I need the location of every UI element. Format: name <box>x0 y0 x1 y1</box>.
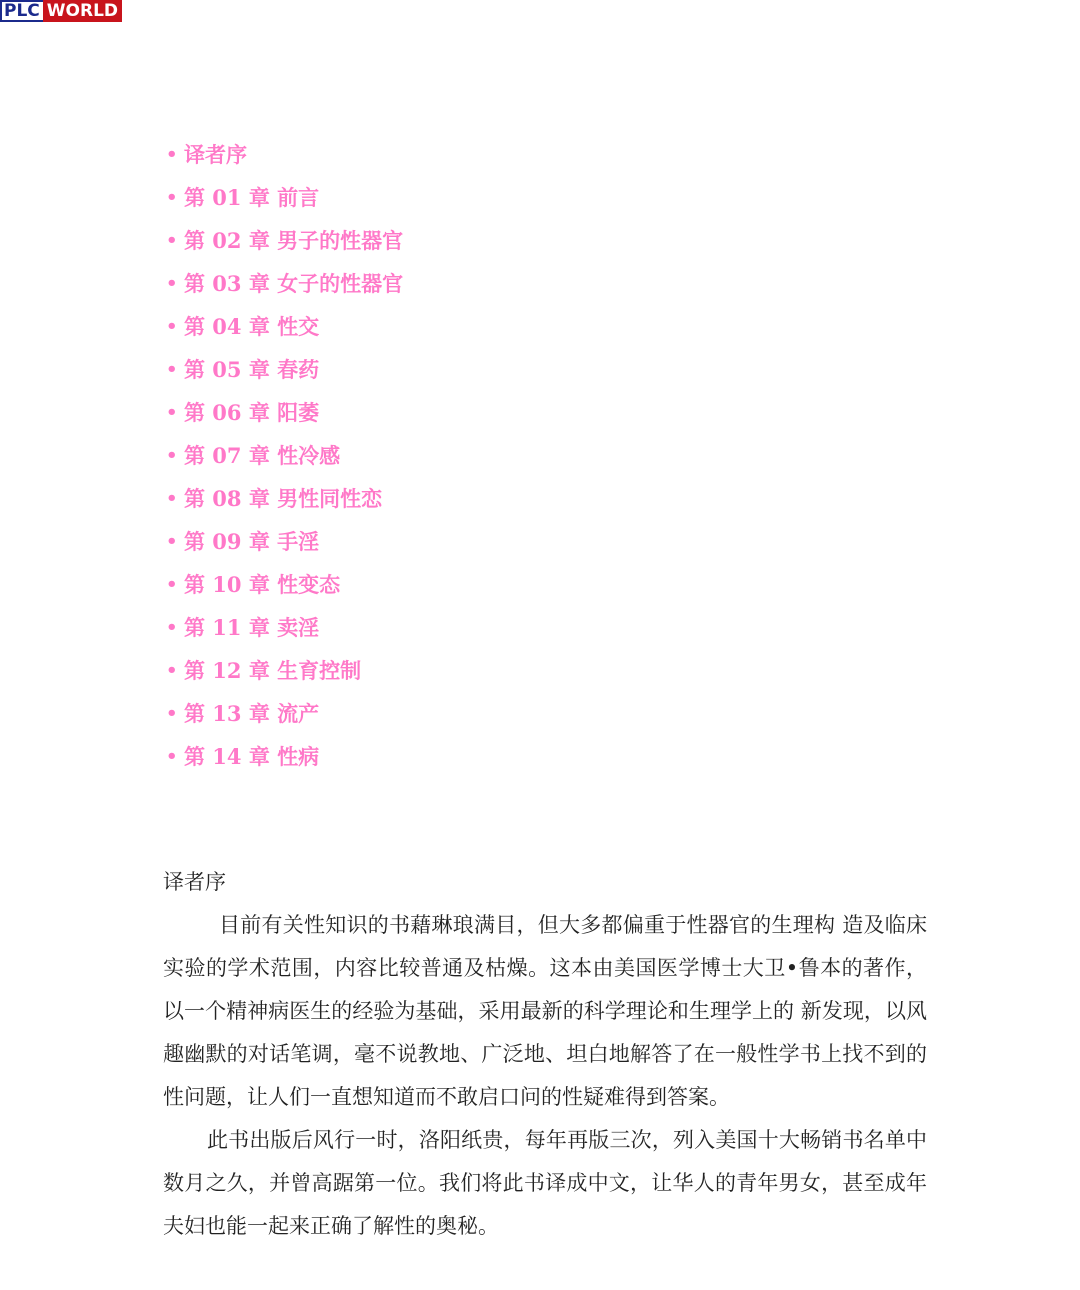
bullet-icon: • <box>166 229 178 251</box>
toc-link-chapter-08[interactable]: 第 08 章 男性同性恋 <box>184 485 383 511</box>
toc-link-chapter-11[interactable]: 第 11 章 卖淫 <box>184 614 320 640</box>
bullet-icon: • <box>166 745 178 767</box>
preface-paragraph: 此书出版后风行一时，洛阳纸贵，每年再版三次，列入美国十大畅销书名单中数月之久，并曾高踞第一位。我们将此书译成中文，让华人的青年男女，甚至成年夫妇也能一起来正确了解性的奥秘。 <box>163 1128 927 1238</box>
preface-title: 译者序 <box>163 870 226 894</box>
toc-link-preface[interactable]: 译者序 <box>184 141 247 167</box>
toc-item-chapter-11 <box>166 606 403 649</box>
toc-item-chapter-05 <box>166 348 403 391</box>
preface-paragraph: 目前有关性知识的书藉琳琅满目，但大多都偏重于性器官的生理构 造及临床实验的学术范围，内容比较普通及枯燥。这本由美国医学博士大卫•鲁本的著作，以一个精神病医生的经验为基础，采用最新的科学理论和生理学上的 新发现，以风趣幽默的对话笔调，毫不说教地、广泛地、坦白地解答了在一般性学书上找不到的性问题，让人们一直想知道而不敢启口问的性疑难得到答案。 <box>163 913 927 1109</box>
bullet-icon: • <box>166 487 178 509</box>
toc-item-chapter-04 <box>166 305 403 348</box>
toc-item-chapter-08 <box>166 477 403 520</box>
bullet-icon: • <box>166 143 178 165</box>
logo-world-text: WORLD <box>43 0 122 22</box>
toc-link-chapter-07[interactable]: 第 07 章 性冷感 <box>184 442 341 468</box>
bullet-icon: • <box>166 186 178 208</box>
toc-link-chapter-04[interactable]: 第 04 章 性交 <box>184 313 320 339</box>
bullet-icon: • <box>166 702 178 724</box>
bullet-icon: • <box>166 573 178 595</box>
bullet-icon: • <box>166 444 178 466</box>
bullet-icon: • <box>166 616 178 638</box>
toc-link-chapter-14[interactable]: 第 14 章 性病 <box>184 743 320 769</box>
toc-item-chapter-13 <box>166 692 403 735</box>
toc-link-chapter-03[interactable]: 第 03 章 女子的性器官 <box>184 270 404 296</box>
bullet-icon: • <box>166 659 178 681</box>
table-of-contents <box>166 133 403 778</box>
toc-link-chapter-09[interactable]: 第 09 章 手淫 <box>184 528 320 554</box>
toc-item-chapter-07 <box>166 434 403 477</box>
bullet-icon: • <box>166 530 178 552</box>
toc-item-chapter-12 <box>166 649 403 692</box>
logo-plc-text: PLC <box>0 0 43 22</box>
toc-link-chapter-06[interactable]: 第 06 章 阳萎 <box>184 399 320 425</box>
bullet-icon: • <box>166 358 178 380</box>
plc-world-logo <box>0 0 122 22</box>
bullet-icon: • <box>166 401 178 423</box>
toc-link-chapter-05[interactable]: 第 05 章 春药 <box>184 356 320 382</box>
toc-item-chapter-01 <box>166 176 403 219</box>
bullet-icon: • <box>166 315 178 337</box>
toc-item-chapter-06 <box>166 391 403 434</box>
toc-item-chapter-09 <box>166 520 403 563</box>
toc-link-chapter-13[interactable]: 第 13 章 流产 <box>184 700 320 726</box>
toc-item-chapter-10 <box>166 563 403 606</box>
toc-link-chapter-10[interactable]: 第 10 章 性变态 <box>184 571 341 597</box>
toc-link-chapter-12[interactable]: 第 12 章 生育控制 <box>184 657 362 683</box>
toc-item-chapter-03 <box>166 262 403 305</box>
bullet-icon: • <box>166 272 178 294</box>
toc-item-chapter-14 <box>166 735 403 778</box>
toc-link-chapter-01[interactable]: 第 01 章 前言 <box>184 184 320 210</box>
toc-item-chapter-02 <box>166 219 403 262</box>
toc-item-preface <box>166 133 403 176</box>
toc-link-chapter-02[interactable]: 第 02 章 男子的性器官 <box>184 227 404 253</box>
